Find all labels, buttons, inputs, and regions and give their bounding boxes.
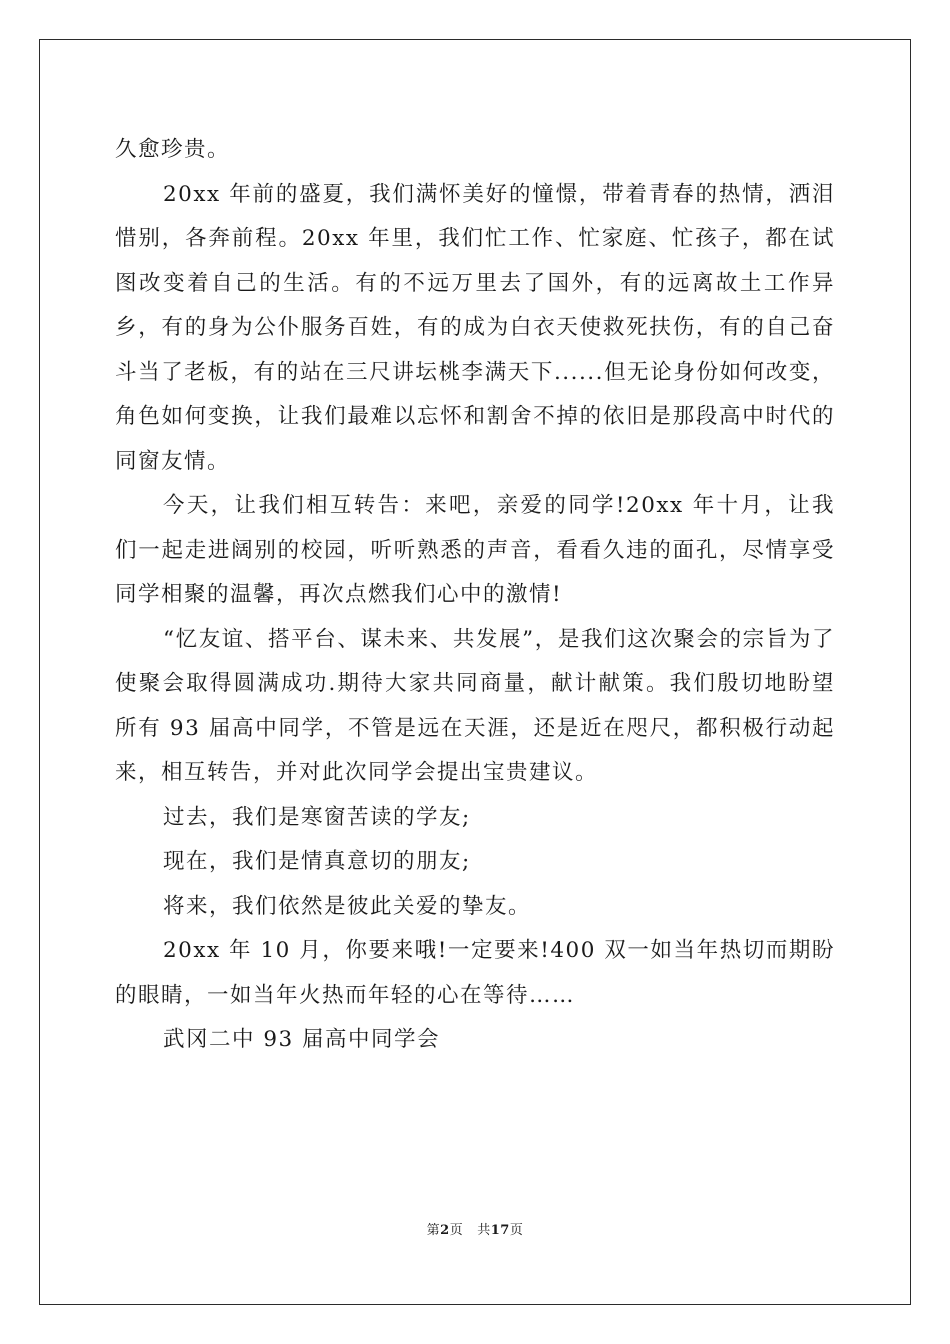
paragraph-8: 20xx 年 10 月，你要来哦!一定要来!400 双一如当年热切而期盼的眼睛，一如当年火热而年轻的心在等待…… [115,938,835,1008]
paragraph-2: 20xx 年前的盛夏，我们满怀美好的憧憬，带着青春的热情，洒泪惜别，各奔前程。20xx 年里，我们忙工作、忙家庭、忙孩子，都在试图改变着自己的生活。有的不远万里去了国外，有的远离故土工作异乡，有的身为公仆服务百姓，有的成为白衣天使救死扶伤，有的自己奋斗当了老板，有的站在三尺讲坛桃李满天下......但无论身份如何改变，角色如何变换，让我们最难以忘怀和割舍不掉的依旧是那段高中时代的同窗友情。 [115,181,835,474]
page-prefix: 第 [426,1223,441,1238]
total-pages: 17 [490,1223,510,1238]
paragraph-5: 过去，我们是寒窗苦读的学友; [163,804,471,830]
page-suffix: 页 [449,1223,464,1238]
paragraph-6: 现在，我们是情真意切的朋友; [163,849,471,874]
paragraph-1: 久愈珍贵。 [115,137,231,162]
paragraph-7: 将来，我们依然是彼此关爱的挚友。 [163,893,532,919]
paragraph-4: “忆友谊、搭平台、谋未来、共发展”，是我们这次聚会的宗旨为了使聚会取得圆满成功.期待大家共同商量，献计献策。我们殷切地盼望所有 93 届高中同学，不管是远在天涯，还是近在咫尺，都积极行动起来，相互转告，并对此次同学会提出宝贵建议。 [115,626,835,785]
signature-line: 武冈二中 93 届高中同学会 [163,1027,441,1052]
total-prefix: 共 [477,1223,491,1238]
total-suffix: 页 [509,1223,524,1238]
page-footer [0,1219,950,1238]
page-number: 2 [440,1223,450,1238]
document-body [115,128,835,1063]
paragraph-3: 今天，让我们相互转告：来吧，亲爱的同学!20xx 年十月，让我们一起走进阔别的校园，听听熟悉的声音，看看久违的面孔，尽情享受同学相聚的温馨，再次点燃我们心中的激情! [115,493,835,607]
